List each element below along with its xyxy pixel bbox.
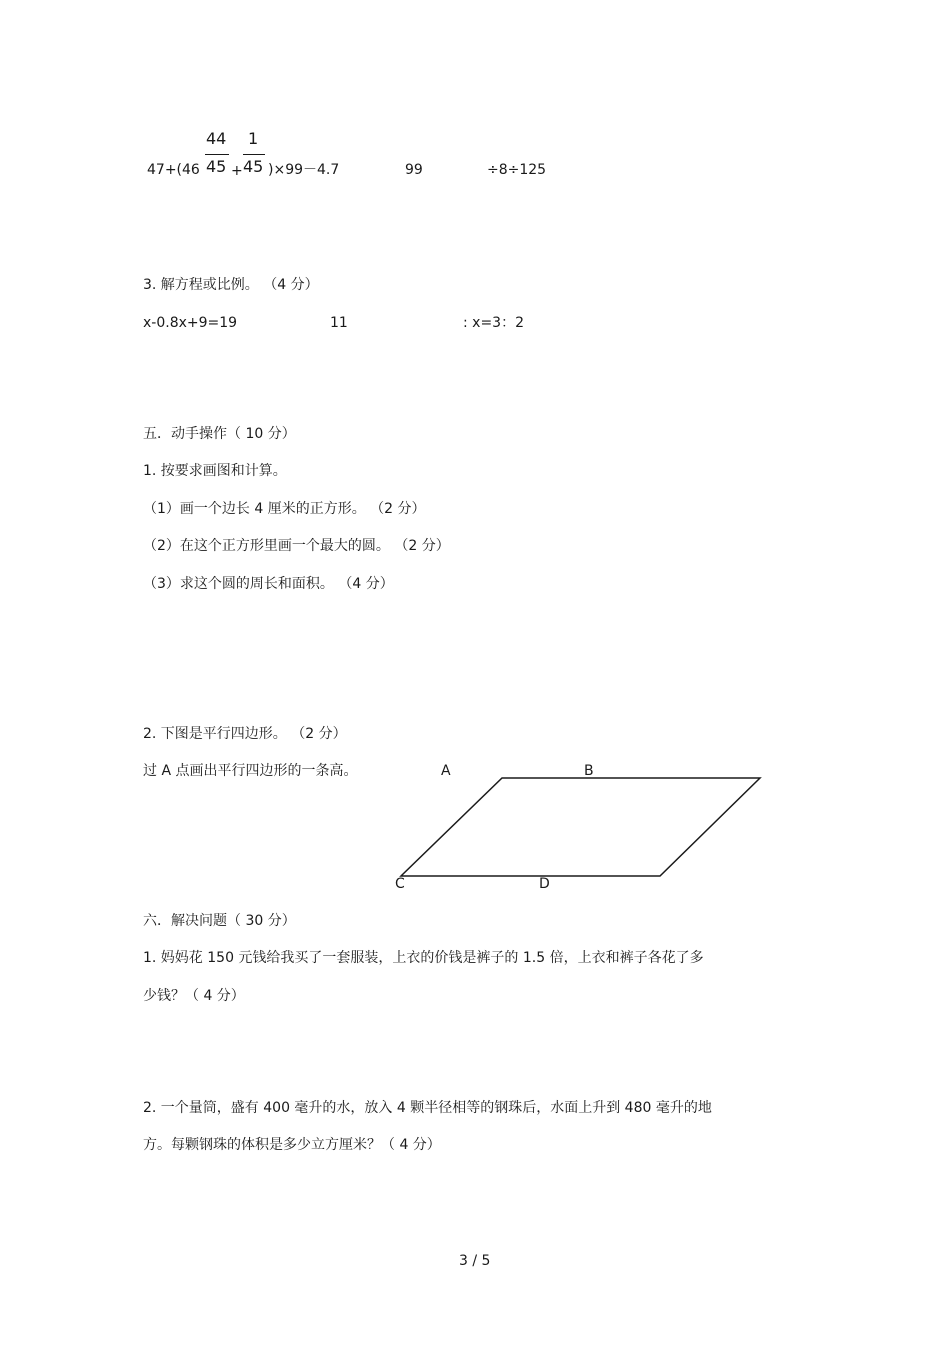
fraction-1-numerator: 44 [206,129,227,148]
q3-title: 3. 解方程或比例。 （4 分） [143,277,319,293]
s6-q1-line-2: 少钱？（ 4 分） [143,988,245,1004]
expr2-suffix: ÷8÷125 [487,162,547,178]
s5-q1-part-3: （3）求这个圆的周长和面积。 （4 分） [143,576,394,592]
expr1-prefix: 47+(46 [147,162,200,178]
s5-q2-title: 2. 下图是平行四边形。 （2 分） [143,726,347,742]
s6-q1-line-1: 1. 妈妈花 150 元钱给我买了一套服装，上衣的价钱是裤子的 1.5 倍，上衣和裤子各花了多 [143,950,704,966]
page-number: 3 / 5 [459,1253,491,1269]
vertex-label-d: D [539,876,550,892]
q3-equation-1: x-0.8x+9=19 [143,315,238,331]
expr1-suffix: )×99－4.7 [268,162,340,178]
plus-sign: + [231,163,243,179]
s5-q1-title: 1. 按要求画图和计算。 [143,463,287,479]
fraction-1-denominator: 45 [206,157,227,176]
q3-equation-2-rest: : x=3：2 [463,315,524,331]
s5-q1-part-1: （1）画一个边长 4 厘米的正方形。 （2 分） [143,501,426,517]
section-5-heading: 五．动手操作（ 10 分） [143,426,296,442]
s6-q2-line-1: 2. 一个量筒，盛有 400 毫升的水，放入 4 颗半径相等的钢珠后，水面上升到 480 毫升的地 [143,1100,712,1116]
expr2-number: 99 [405,162,423,178]
parallelogram-shape [401,778,760,876]
section-6-heading: 六．解决问题（ 30 分） [143,913,296,929]
vertex-label-c: C [395,876,405,892]
s5-q1-part-2: （2）在这个正方形里画一个最大的圆。 （2 分） [143,538,450,554]
q3-equation-2-part: 11 [330,315,348,331]
vertex-label-a: A [441,763,451,779]
vertex-label-b: B [584,763,594,779]
fraction-2-denominator: 45 [243,157,264,176]
fraction-2-numerator: 1 [248,129,259,148]
s5-q2-text: 过 A 点画出平行四边形的一条高。 [143,763,358,779]
s6-q2-line-2: 方。每颗钢珠的体积是多少立方厘米？（ 4 分） [143,1137,441,1153]
